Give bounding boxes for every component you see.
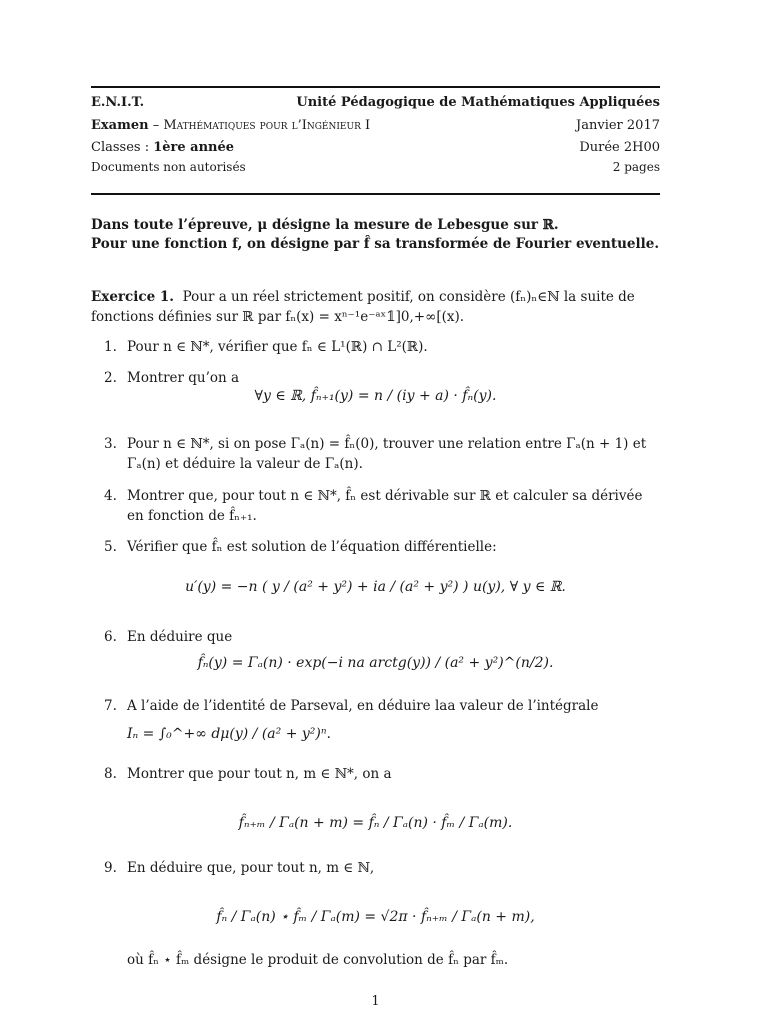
intro-line-1: Dans toute l’épreuve, μ désigne la mesure de Lebesgue sur ℝ. bbox=[91, 217, 559, 233]
page-number: 1 bbox=[371, 994, 380, 1009]
question-number: 5. bbox=[104, 539, 117, 555]
question-number: 9. bbox=[104, 860, 117, 876]
school-name: E.N.I.T. bbox=[91, 95, 145, 110]
question-number: 4. bbox=[104, 488, 117, 504]
exercise-text: Pour a un réel strictement positif, on considère (fₙ)ₙ∈ℕ la suite de fonctions définies sur ℝ par fₙ(x) = xⁿ⁻¹e⁻ᵃˣ𝟙]0,+∞[(x). bbox=[91, 289, 635, 325]
question-text: Montrer que pour tout n, m ∈ ℕ*, on a bbox=[127, 766, 392, 782]
exam-dash: – bbox=[148, 118, 164, 133]
question-text: Pour n ∈ ℕ*, vérifier que fₙ ∈ L¹(ℝ) ∩ L²(ℝ). bbox=[127, 339, 428, 355]
question-text: En déduire que, pour tout n, m ∈ ℕ, bbox=[127, 860, 375, 876]
intro-line-2: Pour une fonction f, on désigne par f̂ sa transformée de Fourier eventuelle. bbox=[91, 236, 660, 252]
question-text: Montrer que, pour tout n ∈ ℕ*, f̂ₙ est dérivable sur ℝ et calculer sa dérivée en fonction de f̂ₙ₊₁. bbox=[127, 488, 643, 524]
equation-q2: ∀y ∈ ℝ, f̂ₙ₊₁(y) = n / (iy + a) · f̂ₙ(y). bbox=[254, 388, 497, 404]
equation-q6: f̂ₙ(y) = Γₐ(n) · exp(−i na arctg(y)) / (a² + y²)^(n/2). bbox=[197, 655, 554, 671]
equation-q5: u′(y) = −n ( y / (a² + y²) + ia / (a² + y²) ) u(y), ∀ y ∈ ℝ. bbox=[185, 579, 566, 595]
classes-label: Classes : bbox=[91, 140, 154, 155]
exercise-title: Exercice 1. bbox=[91, 289, 174, 305]
header-row-2 bbox=[91, 118, 660, 138]
question-text: A l’aide de l’identité de Parseval, en déduire laa valeur de l’intégrale bbox=[127, 698, 599, 714]
exam-date: Janvier 2017 bbox=[576, 118, 660, 133]
question-number: 3. bbox=[104, 436, 117, 452]
course-title: Mathématiques pour l’Ingénieur I bbox=[163, 118, 371, 133]
page-count: 2 pages bbox=[612, 160, 660, 174]
question-number: 2. bbox=[104, 370, 117, 386]
exercise-statement bbox=[91, 287, 660, 327]
header-row-1 bbox=[91, 95, 660, 115]
bottom-rule bbox=[91, 193, 660, 195]
equation-q7: Iₙ = ∫₀^+∞ dμ(y) / (a² + y²)ⁿ. bbox=[127, 726, 331, 742]
question-text: Pour n ∈ ℕ*, si on pose Γₐ(n) = f̂ₙ(0), trouver une relation entre Γₐ(n + 1) et Γₐ(n) et déduire la valeur de Γₐ(n). bbox=[127, 436, 647, 472]
documents-note: Documents non autorisés bbox=[91, 160, 246, 174]
department-name: Unité Pédagogique de Mathématiques Appliquées bbox=[296, 95, 660, 110]
exam-label: Examen bbox=[91, 118, 149, 133]
classes-info bbox=[91, 140, 234, 155]
equation-q9: f̂ₙ / Γₐ(n) ⋆ f̂ₘ / Γₐ(m) = √2π · f̂ₙ₊ₘ / Γₐ(n + m), bbox=[216, 909, 535, 925]
question-number: 7. bbox=[104, 698, 117, 714]
header-row-4 bbox=[91, 160, 660, 180]
convolution-note-text: où f̂ₙ ⋆ f̂ₘ désigne le produit de convolution de f̂ₙ par f̂ₘ. bbox=[127, 952, 509, 968]
equation-q8: f̂ₙ₊ₘ / Γₐ(n + m) = f̂ₙ / Γₐ(n) · f̂ₘ / Γₐ(m). bbox=[238, 815, 513, 831]
question-number: 6. bbox=[104, 629, 117, 645]
question-text: Montrer qu’on a bbox=[127, 370, 240, 386]
exam-page bbox=[91, 0, 660, 1024]
question-number: 1. bbox=[104, 339, 117, 355]
exam-title bbox=[91, 118, 370, 133]
question-number: 8. bbox=[104, 766, 117, 782]
question-text: En déduire que bbox=[127, 629, 233, 645]
top-rule bbox=[91, 86, 660, 88]
header-row-3 bbox=[91, 140, 660, 160]
classes-value: 1ère année bbox=[153, 140, 235, 155]
question-text: Vérifier que f̂ₙ est solution de l’équation différentielle: bbox=[127, 539, 497, 555]
exam-duration: Durée 2H00 bbox=[579, 140, 660, 155]
